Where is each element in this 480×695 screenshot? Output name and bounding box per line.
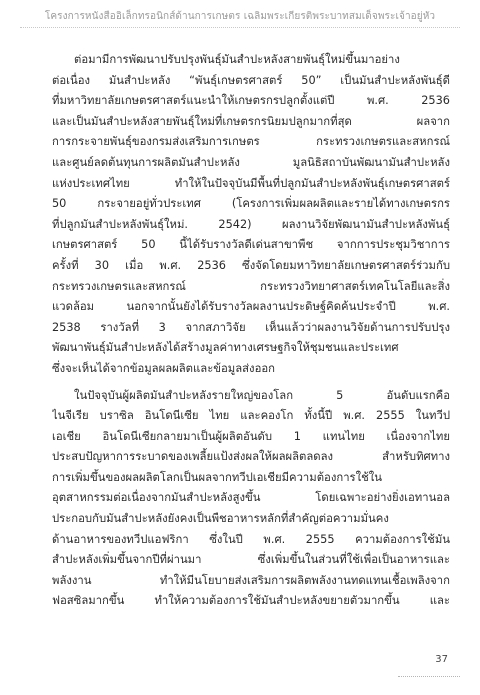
text-line: การกระจายพันธุ์ของกรมส่งเสริมการเกษตร กระทรวงเกษตรและสหกรณ์ [52, 135, 450, 149]
running-header: โครงการหนังสืออิเล็กทรอนิกส์ด้านการเกษตร เฉลิมพระเกียรติพระบาทสมเด็จพระเจ้าอยู่หัว [44, 11, 436, 22]
paragraph-1 [52, 50, 450, 380]
text-line: สำปะหลังเพิ่มขึ้นจากปีที่ผ่านมา ซึ่งเพิ่มขึ้นในส่วนที่ใช้เพื่อเป็นอาหารและ [52, 553, 450, 567]
text-line: ประสบปัญหาการระบาดของเพลี้ยแป้งส่งผลให้ผลผลิตลดลง สำหรับทิศทาง [52, 450, 450, 464]
text-line: ต่อมามีการพัฒนาปรับปรุงพันธุ์มันสำปะหลังสายพันธุ์ใหม่ขึ้นมาอย่าง [74, 53, 400, 66]
text-line: เอเชีย อินโดนีเซียกลายมาเป็นผู้ผลิตอันดับ 1 แทนไทย เนื่องจากไทย [52, 429, 450, 443]
text-line: ประกอบกับมันสำปะหลังยังคงเป็นพืชอาหารหลักที่สำคัญต่อความมั่นคง [52, 512, 389, 526]
text-line: และเป็นมันสำปะหลังสายพันธุ์ใหม่ที่เกษตรกรนิยมปลูกมากที่สุด ผลจาก [52, 114, 450, 128]
text-line: แวดล้อม นอกจากนั้นยังได้รับรางวัลผลงานประดิษฐ์คิดค้นประจำปี พ.ศ. [52, 300, 450, 314]
text-line: ครั้งที่ 30 เมื่อ พ.ศ. 2536 ซึ่งจัดโดยมหาวิทยาลัยเกษตรศาสตร์ร่วมกับ [52, 258, 450, 272]
text-line: ด้านอาหารของทวีปแอฟริกา ซึ่งในปี พ.ศ. 2555 ความต้องการใช้มัน [52, 532, 450, 546]
text-line: ซึ่งจะเห็นได้จากข้อมูลผลผลิตและข้อมูลส่งออก [52, 361, 275, 375]
footer-divider [398, 676, 460, 677]
text-line: ในปัจจุบันผู้ผลิตมันสำปะหลังรายใหญ่ของโลก 5 อันดับแรกคือ [74, 388, 450, 402]
paragraph-2 [52, 386, 450, 613]
text-line: การเพิ่มขึ้นของผลผลิตโลกเป็นผลจากทวีปเอเชียมีความต้องการใช้ใน [52, 470, 383, 484]
text-line: ที่มหาวิทยาลัยเกษตรศาสตร์แนะนำให้เกษตรกรปลูกตั้งแต่ปี พ.ศ. 2536 [52, 94, 450, 108]
text-line: ที่ปลูกมันสำปะหลังพันธุ์ใหม่. 2542) ผลงานวิจัยพัฒนามันสำปะหลังพันธุ์ [52, 217, 450, 231]
text-line: และศูนย์ลดต้นทุนการผลิตมันสำปะหลัง มูลนิธิสถาบันพัฒนามันสำปะหลัง [52, 155, 450, 169]
text-line: เกษตรศาสตร์ 50 นี้ได้รับรางวัลดีเด่นสาขาพืช จากการประชุมวิชาการ [52, 238, 450, 252]
header-divider [20, 27, 460, 28]
text-line: 50 กระจายอยู่ทั่วประเทศ (โครงการเพิ่มผลผลิตและรายได้ทางเกษตรกร [52, 197, 450, 211]
text-line: ไนจีเรีย บราซิล อินโดนีเซีย ไทย และคองโก ทั้งนี้ปี พ.ศ. 2555 ในทวีป [52, 409, 450, 423]
text-line: 2538 รางวัลที่ 3 จากสภาวิจัย เห็นแล้วว่าผลงานวิจัยด้านการปรับปรุง [52, 320, 450, 334]
text-line: ต่อเนื่อง มันสำปะหลัง “พันธุ์เกษตรศาสตร์ 50” เป็นมันสำปะหลังพันธุ์ดี [52, 73, 450, 87]
page-body [52, 50, 450, 612]
text-line: แห่งประเทศไทย ทำให้ในปัจจุบันมีพื้นที่ปลูกมันสำปะหลังพันธุ์เกษตรศาสตร์ [52, 176, 450, 190]
page-number: 37 [435, 654, 448, 665]
text-line: พัฒนาพันธุ์มันสำปะหลังได้สร้างมูลค่าทางเศรษฐกิจให้ชุมชนและประเทศ [52, 341, 399, 355]
text-line: พลังงาน ทำให้มีนโยบายส่งเสริมการผลิตพลังงานทดแทนเชื้อเพลิงจาก [52, 573, 450, 587]
text-line: อุตสาหกรรมต่อเนื่องจากมันสำปะหลังสูงขึ้น โดยเฉพาะอย่างยิ่งเอทานอล [52, 491, 450, 505]
text-line: ฟอสซิลมากขึ้น ทำให้ความต้องการใช้มันสำปะหลังขยายตัวมากขึ้น และ [52, 594, 450, 608]
text-line: กระทรวงเกษตรและสหกรณ์ กระทรวงวิทยาศาสตร์เทคโนโลยีและสิ่ง [52, 279, 450, 293]
